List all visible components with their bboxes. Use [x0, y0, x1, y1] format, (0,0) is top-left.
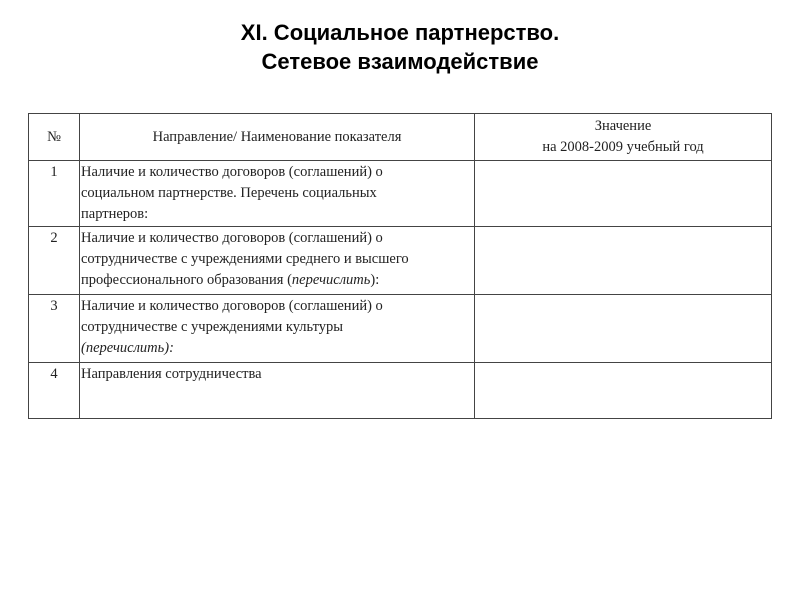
header-value — [475, 114, 772, 161]
row-text-line: партнеров: — [81, 206, 149, 222]
header-direction: Направление/ Наименование показателя — [80, 114, 475, 161]
row-text-line: социальном партнерстве. Перечень социальных — [81, 185, 377, 201]
row-italic-note: (перечислить): — [81, 340, 174, 356]
row-value-cell[interactable] — [475, 295, 772, 363]
header-value-line2: на 2008-2009 учебный год — [542, 139, 704, 155]
table-row — [29, 227, 772, 295]
row-value-cell[interactable] — [475, 363, 772, 419]
row-num: 2 — [29, 227, 80, 295]
row-direction — [80, 227, 475, 295]
row-text-line: Наличие и количество договоров (соглашений) о — [81, 298, 383, 314]
page-title — [0, 18, 800, 76]
row-text-part: профессионального образования ( — [81, 272, 292, 288]
table-row — [29, 363, 772, 419]
table-row — [29, 161, 772, 227]
row-text-line: Наличие и количество договоров (соглашений) о — [81, 230, 383, 246]
row-direction — [80, 295, 475, 363]
table-row — [29, 295, 772, 363]
row-italic-note: перечислить — [291, 272, 371, 288]
row-text-line: сотрудничестве с учреждениями культуры — [81, 319, 343, 335]
row-value-cell[interactable] — [475, 161, 772, 227]
row-text-line: Направления сотрудничества — [81, 366, 262, 382]
row-text-line — [81, 270, 473, 291]
title-line-2: Сетевое взаимодействие — [261, 49, 539, 74]
header-num: № — [29, 114, 80, 161]
row-text-line: сотрудничестве с учреждениями среднего и высшего — [81, 251, 409, 267]
row-num: 1 — [29, 161, 80, 227]
title-line-1: XI. Социальное партнерство. — [240, 20, 560, 45]
table-header-row — [29, 114, 772, 161]
header-value-line1: Значение — [594, 118, 652, 134]
row-text-line: Наличие и количество договоров (соглашений) о — [81, 164, 383, 180]
row-direction — [80, 363, 475, 419]
row-num: 3 — [29, 295, 80, 363]
indicators-table — [28, 113, 772, 419]
row-direction — [80, 161, 475, 227]
row-value-cell[interactable] — [475, 227, 772, 295]
row-num: 4 — [29, 363, 80, 419]
row-text-tail: ): — [370, 272, 380, 288]
